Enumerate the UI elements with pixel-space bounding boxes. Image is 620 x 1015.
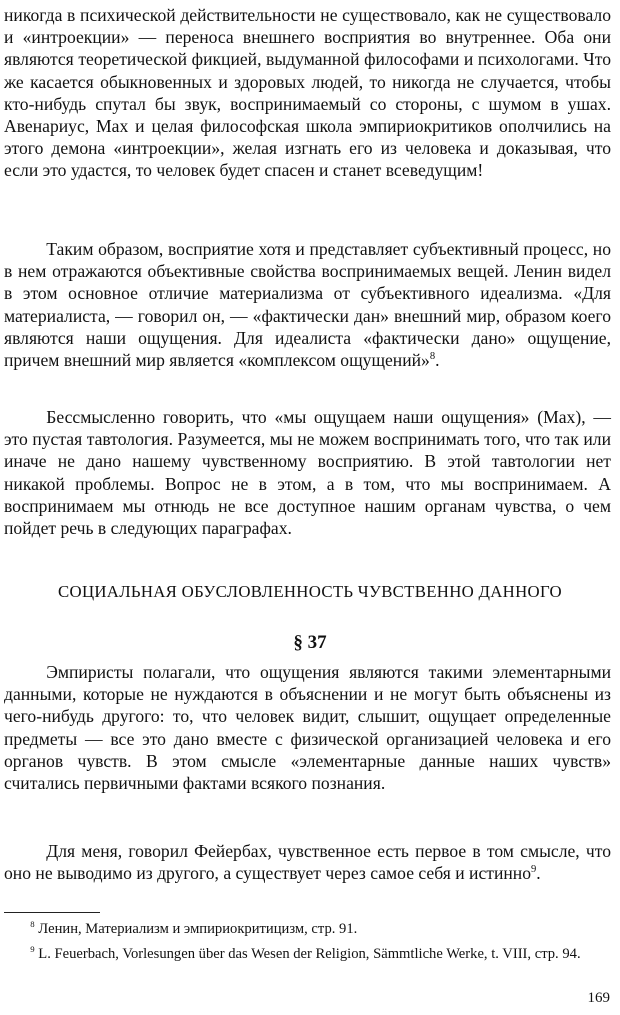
footnote-1-text: Ленин, Материализм и эмпириокритицизм, стр. 91. bbox=[38, 921, 358, 937]
paragraph-5-text: Для меня, говорил Фейербах, чувственное есть первое в том смысле, что оно не выводимо из другого, а существует через самое себя и истинно bbox=[4, 841, 611, 884]
paragraph-2 bbox=[4, 238, 611, 371]
footnote-2-mark: 9 bbox=[30, 944, 35, 955]
footnote-ref-8[interactable]: 8 bbox=[429, 351, 436, 363]
paragraph-3: Бессмысленно говорить, что «мы ощущаем наши ощущения» (Мах), — это пустая тавтология. Разумеется, мы не можем воспринимать того, что так или иначе не дано нашему чувственному восприятию. В этой тавтологии нет никакой проблемы. Вопрос не в этом, а в том, что мы воспринимаем. А воспринимаем мы отнюдь не все доступное нашим органам чувства, о чем пойдет речь в следующих параграфах. bbox=[4, 407, 611, 539]
footnote-ref-9[interactable]: 9 bbox=[531, 864, 537, 876]
footnote-2-text: L. Feuerbach, Vorlesungen über das Wesen der Religion, Sämmtliche Werke, t. VIII, стр. 94. bbox=[38, 946, 581, 962]
footnote-2 bbox=[4, 944, 611, 964]
footnote-1-mark: 8 bbox=[30, 919, 35, 930]
footnote-1 bbox=[4, 919, 611, 939]
paragraph-2-end: . bbox=[435, 350, 440, 371]
footnote-divider bbox=[4, 912, 100, 913]
paragraph-2-text: Таким образом, восприятие хотя и представляет субъективный процесс, но в нем отражаются объективные свойства воспринимаемых вещей. Ленин видел в этом основное отличие материализма от субъективного идеализма. «Для материалиста, — говорил он, — «фактически дан» внешний мир, образом коего являются наши ощущения. Для идеалиста «фактически дано» ощущение, причем внешний мир является «комплексом ощущений» bbox=[4, 239, 611, 371]
paragraph-4: Эмпиристы полагали, что ощущения являются такими элементарными данными, которые не нуждаются в объяснении и не могут быть объяснены из чего-нибудь другого: то, что человек видит, слышит, ощущает определенные предметы — все это дано вместе с физической организацией человека и его органов чувств. В этом смысле «элементарные данные наших чувств» считались первичными фактами всякого познания. bbox=[4, 662, 611, 794]
page-number: 169 bbox=[587, 990, 610, 1006]
paragraph-1: никогда в психической действительности не существовало, как не существовало и «интроекции» — переноса внешнего восприятия во внутреннее. Оба они являются теоретической фикцией, выдуманной философами и психологами. Что же касается обыкновенных и здоровых людей, то никогда не случается, чтобы кто-нибудь спутал бы звук, воспринимаемый со стороны, с шумом в ушах. Авенариус, Мах и целая философская школа эмпириокритиков ополчились на этого демона «интроекции», желая изгнать его из человека и доказывая, что если это удастся, то человек будет спасен и станет всеведущим! bbox=[4, 5, 611, 181]
section-number: § 37 bbox=[293, 632, 327, 653]
section-heading: СОЦИАЛЬНАЯ ОБУСЛОВЛЕННОСТЬ ЧУВСТВЕННО ДАННОГО bbox=[58, 582, 562, 601]
paragraph-5 bbox=[4, 840, 611, 884]
paragraph-5-end: . bbox=[536, 863, 541, 884]
